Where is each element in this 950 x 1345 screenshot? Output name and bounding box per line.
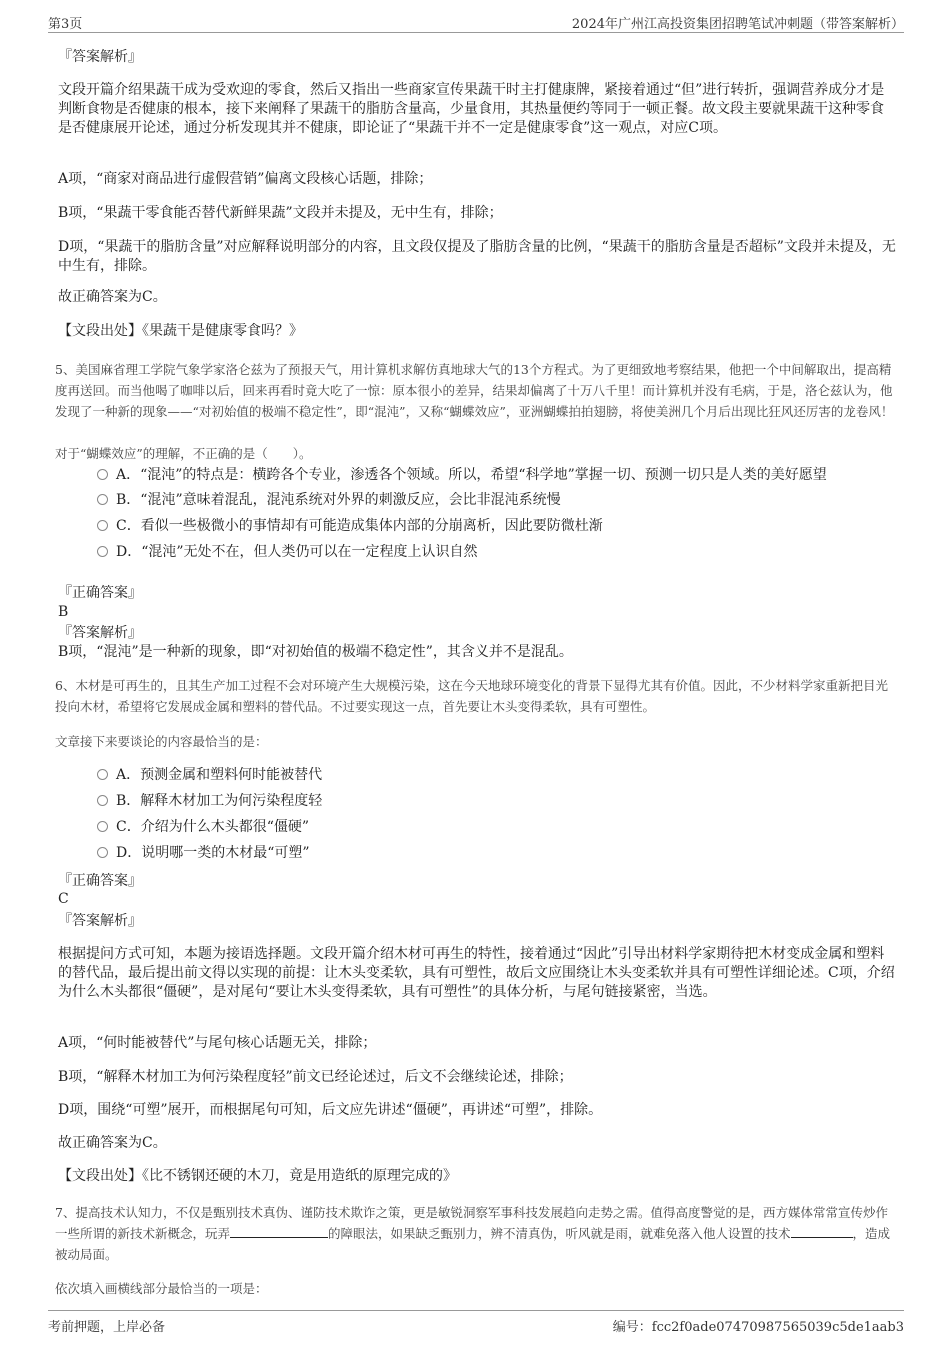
analysis-option-d: D项，围绕“可塑”展开，而根据尾句可知，后文应先讲述“僵硬”，再讲述“可塑”，排除。: [58, 1102, 603, 1118]
analysis-conclusion: 故正确答案为C。: [58, 289, 167, 305]
analysis-option-a: A项，“商家对商品进行虚假营销”偏离文段核心话题，排除；: [58, 171, 433, 187]
radio-icon[interactable]: [97, 546, 108, 557]
analysis-option-b: B项，“果蔬干零食能否替代新鲜果蔬”文段并未提及，无中生有，排除；: [58, 205, 503, 221]
document-title: 2024年广州江高投资集团招聘笔试冲刺题（带答案解析）: [571, 17, 904, 32]
answer-label: 『正确答案』: [58, 873, 142, 889]
fill-blank-2[interactable]: [791, 1225, 853, 1238]
analysis-option-b: B项，“解释木材加工为何污染程度轻”前文已经论述过，后文不会继续论述，排除；: [58, 1069, 573, 1085]
correct-answer: C: [58, 891, 69, 907]
question-5-option-a[interactable]: A．“混沌”的特点是：横跨各个专业，渗透各个领域。所以，希望“科学地”掌握一切、预测一切只是人类的美好愿望: [97, 465, 827, 485]
question-7-prompt: 依次填入画横线部分最恰当的一项是：: [55, 1281, 268, 1296]
radio-icon[interactable]: [97, 795, 108, 806]
question-6-option-c[interactable]: C．介绍为什么木头都很“僵硬”: [97, 817, 309, 837]
analysis-option-a: A项，“何时能被替代”与尾句核心话题无关，排除；: [58, 1035, 377, 1051]
question-6-prompt: 文章接下来要谈论的内容最恰当的是：: [55, 734, 268, 749]
analysis-label: 『答案解析』: [58, 625, 142, 641]
radio-icon[interactable]: [97, 769, 108, 780]
analysis-conclusion: 故正确答案为C。: [58, 1135, 167, 1151]
question-6-stem: 6、木材是可再生的，且其生产加工过程不会对环境产生大规模污染，这在今天地球环境变化的背景下显得尤其有价值。因此，不少材料学家重新把目光投向木材，希望将它发展成金属和塑料的替代品。不过要实现这一点，首先要让木头变得柔软，具有可塑性。: [55, 678, 888, 714]
document-code: 编号：fcc2f0ade07470987565039c5de1aab3: [612, 1320, 904, 1335]
fill-blank-1[interactable]: [230, 1225, 328, 1238]
radio-icon[interactable]: [97, 821, 108, 832]
footer-slogan: 考前押题，上岸必备: [48, 1320, 166, 1335]
question-5-option-b[interactable]: B．“混沌”意味着混乱，混沌系统对外界的刺激反应，会比非混沌系统慢: [97, 490, 561, 510]
passage-source: 【文段出处】《果蔬干是健康零食吗？》: [58, 323, 303, 339]
question-5-option-d[interactable]: D．“混沌”无处不在，但人类仍可以在一定程度上认识自然: [97, 542, 478, 562]
radio-icon[interactable]: [97, 494, 108, 505]
analysis-paragraph: 文段开篇介绍果蔬干成为受欢迎的零食，然后又指出一些商家宣传果蔬干时主打健康牌，紧接着通过“但”进行转折，强调营养成分才是判断食物是否健康的根本，接下来阐释了果蔬干的脂肪含量高，少量食用，其热量便约等同于一顿正餐。故文段主要就果蔬干这种零食是否健康展开论述，通过分析发现其并不健康，即论证了“果蔬干并不一定是健康零食”这一观点，对应C项。: [58, 82, 885, 136]
radio-icon[interactable]: [97, 847, 108, 858]
question-6-option-a[interactable]: A．预测金属和塑料何时能被替代: [97, 765, 322, 785]
answer-label: 『正确答案』: [58, 585, 142, 601]
analysis-label: 『答案解析』: [58, 49, 142, 65]
page-footer: [48, 1310, 904, 1337]
page-header: [48, 10, 904, 33]
passage-source: 【文段出处】《比不锈钢还硬的木刀，竟是用造纸的原理完成的》: [58, 1168, 457, 1184]
page-number: 第3页: [48, 17, 83, 32]
question-7-stem: 7、提高技术认知力，不仅是甄别技术真伪、谨防技术欺诈之策，更是敏锐洞察军事科技发展趋向走势之需。值得高度警觉的是，西方媒体常常宣传炒作一些所谓的新技术新概念，玩弄 的障眼法，如果缺乏甄别力，辨不清真伪，听风就是雨，就难免落入他人设置的技术 ，造成被动局面。: [55, 1205, 891, 1262]
analysis-text: B项，“混沌”是一种新的现象，即“对初始值的极端不稳定性”，其含义并不是混乱。: [58, 644, 573, 660]
analysis-option-d: D项，“果蔬干的脂肪含量”对应解释说明部分的内容，且文段仅提及了脂肪含量的比例，“果蔬干的脂肪含量是否超标”文段并未提及，无中生有，排除。: [58, 239, 896, 274]
analysis-paragraph: 根据提问方式可知，本题为接语选择题。文段开篇介绍木材可再生的特性，接着通过“因此”引导出材料学家期待把木材变成金属和塑料的替代品，最后提出前文得以实现的前提：让木头变柔软，具有可塑性，故后文应围绕让木头变柔软并具有可塑性详细论述。C项，介绍为什么木头都很“僵硬”，是对尾句“要让木头变得柔软，具有可塑性”的具体分析，与尾句链接紧密，当选。: [58, 946, 895, 1000]
analysis-label: 『答案解析』: [58, 913, 142, 929]
question-6-option-d[interactable]: D．说明哪一类的木材最“可塑”: [97, 843, 310, 863]
radio-icon[interactable]: [97, 520, 108, 531]
question-5-prompt: 对于“蝴蝶效应”的理解，不正确的是（ ）。: [55, 446, 312, 461]
radio-icon[interactable]: [97, 469, 108, 480]
question-5-option-c[interactable]: C．看似一些极微小的事情却有可能造成集体内部的分崩离析，因此要防微杜渐: [97, 516, 603, 536]
question-6-option-b[interactable]: B．解释木材加工为何污染程度轻: [97, 791, 322, 811]
correct-answer: B: [58, 604, 69, 620]
question-5-stem: 5、美国麻省理工学院气象学家洛仑兹为了预报天气，用计算机求解仿真地球大气的13个方程式。为了更细致地考察结果，他把一个中间解取出，提高精度再送回。而当他喝了咖啡以后，回来再看时竟大吃了一惊：原本很小的差异，结果却偏离了十万八千里！而计算机并没有毛病，于是，洛仑兹认为，他发现了一种新的现象——“对初始值的极端不稳定性”，即“混沌”，又称“蝴蝶效应”，亚洲蝴蝶拍拍翅膀，将使美洲几个月后出现比狂风还厉害的龙卷风！: [55, 362, 894, 419]
